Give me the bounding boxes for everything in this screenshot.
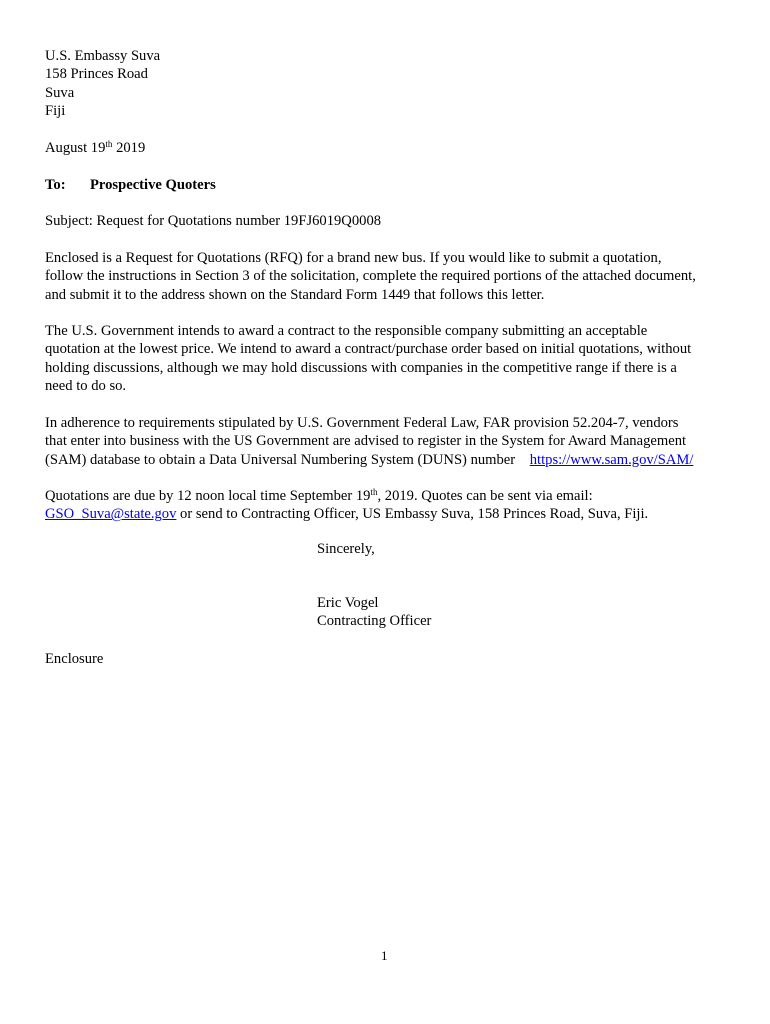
para3-line-3-text: (SAM) database to obtain a Data Universal Numbering System (DUNS) number bbox=[45, 451, 530, 468]
para4-line-1-a: Quotations are due by 12 noon local time September 19 bbox=[45, 488, 371, 504]
to-label: To: bbox=[45, 177, 66, 193]
paragraph-intro bbox=[45, 249, 696, 304]
para4-line-2 bbox=[45, 505, 648, 523]
sam-gov-link[interactable]: https://www.sam.gov/SAM/ bbox=[529, 451, 694, 468]
date-month-day: August 19 bbox=[45, 140, 106, 156]
recipient-line bbox=[45, 176, 66, 194]
para4-sup: th bbox=[370, 487, 378, 497]
para2-line-1: The U.S. Government intends to award a contract to the responsible company submitting an acceptable bbox=[45, 323, 648, 339]
date-suffix: th bbox=[105, 139, 113, 149]
para3-line-3 bbox=[45, 451, 693, 469]
signatory-name: Eric Vogel bbox=[317, 595, 379, 611]
para2-line-3: holding discussions, although we may hold discussions with companies in the competitive range if there is a bbox=[45, 359, 677, 376]
paragraph-registration bbox=[45, 414, 693, 469]
enclosure-note: Enclosure bbox=[45, 651, 104, 667]
address-line-1: U.S. Embassy Suva bbox=[45, 48, 161, 64]
para1-line-1: Enclosed is a Request for Quotations (RFQ) for a brand new bus. If you would like to submit a quotation, bbox=[45, 250, 662, 266]
paragraph-deadline bbox=[45, 487, 648, 524]
page-number: 1 bbox=[381, 948, 388, 963]
para3-line-2: that enter into business with the US Government are advised to register in the System for Award Management bbox=[45, 433, 687, 450]
closing-sincerely: Sincerely, bbox=[317, 541, 375, 557]
email-link[interactable]: GSO_Suva@state.gov bbox=[45, 506, 177, 523]
signatory-title: Contracting Officer bbox=[317, 613, 432, 630]
sender-address bbox=[45, 47, 160, 121]
para4-line-1 bbox=[45, 487, 648, 505]
address-line-2: 158 Princes Road bbox=[45, 66, 148, 83]
para4-line-1-b: , 2019. Quotes can be sent via email: bbox=[377, 488, 593, 504]
para1-line-3: and submit it to the address shown on the Standard Form 1449 that follows this letter. bbox=[45, 286, 545, 303]
closing-block bbox=[317, 594, 431, 631]
recipient-value-wrap bbox=[90, 176, 216, 194]
para2-line-2: quotation at the lowest price. We intend to award a contract/purchase order based on initial quotations, without bbox=[45, 341, 692, 358]
letter-date bbox=[45, 139, 145, 157]
para3-line-1: In adherence to requirements stipulated by U.S. Government Federal Law, FAR provision 52.204-7, vendors bbox=[45, 415, 679, 431]
to-value: Prospective Quoters bbox=[90, 177, 216, 193]
para1-line-2: follow the instructions in Section 3 of the solicitation, complete the required portions of the attached document, bbox=[45, 268, 696, 285]
date-year: 2019 bbox=[112, 140, 146, 156]
para4-line-2-rest: or send to Contracting Officer, US Embassy Suva, 158 Princes Road, Suva, Fiji. bbox=[176, 506, 649, 523]
address-line-4: Fiji bbox=[45, 103, 66, 120]
address-line-3: Suva bbox=[45, 84, 75, 101]
para2-line-4: need to do so. bbox=[45, 378, 127, 395]
paragraph-award bbox=[45, 322, 691, 396]
subject-line: Subject: Request for Quotations number 19FJ6019Q0008 bbox=[45, 213, 382, 229]
